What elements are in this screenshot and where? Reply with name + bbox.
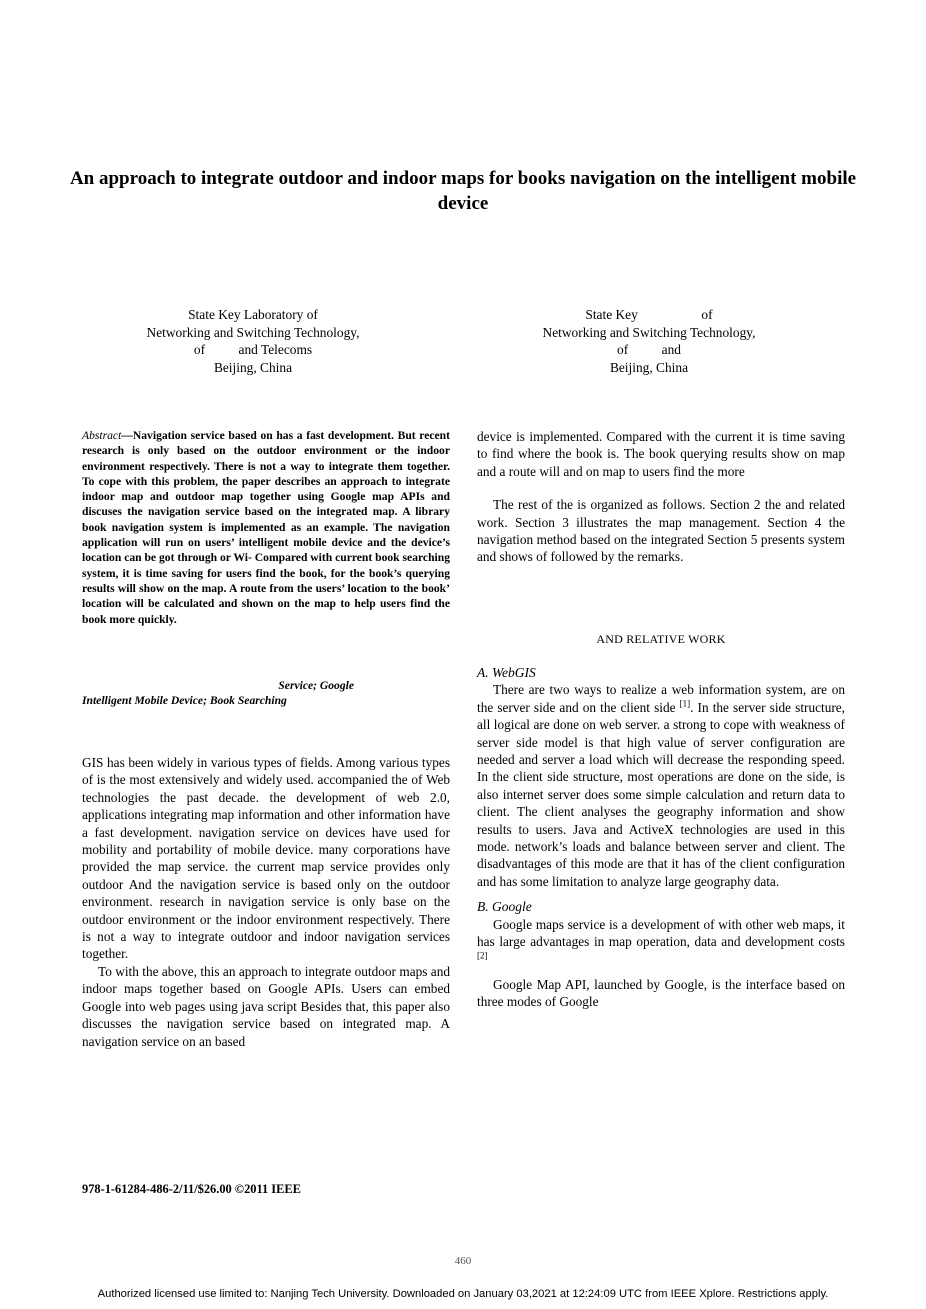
paper-title: An approach to integrate outdoor and indoor maps for books navigation on the intelligent mobile device bbox=[69, 168, 857, 214]
affiliation-2 bbox=[489, 306, 809, 376]
keywords-line-2: Intelligent Mobile Device; Book Searching bbox=[82, 694, 287, 708]
google-text-1: Google maps service is a development of with other web maps, it has large advantages in map operation, data and development costs bbox=[477, 916, 845, 950]
page-number: 460 bbox=[454, 1255, 472, 1267]
keywords-line-1: Service; Google bbox=[278, 679, 354, 692]
index-terms bbox=[82, 678, 450, 709]
google-paragraph-1 bbox=[477, 916, 845, 968]
affiliation-line: of and bbox=[617, 342, 681, 357]
affiliation-line: Beijing, China bbox=[609, 359, 689, 375]
webgis-paragraph bbox=[477, 681, 845, 890]
affiliation-line: Networking and Switching Technology, bbox=[146, 324, 360, 340]
introduction-body bbox=[82, 754, 450, 1050]
license-footer: Authorized licensed use limited to: Nanjing Tech University. Downloaded on January 03,2021 at 12:24:09 UTC from IEEE Xplore. Restrictions apply. bbox=[97, 1288, 829, 1300]
intro-paragraph-3: device is implemented. Compared with the current it is time saving to find where the book is. The book querying results show on map and a route will and on map to users find the more bbox=[477, 429, 845, 479]
affiliation-line: State Key of bbox=[585, 307, 713, 322]
abstract-label: Abstract bbox=[82, 429, 122, 442]
citation-2: [2] bbox=[477, 950, 488, 961]
subsection-a-heading: A. WebGIS bbox=[477, 665, 536, 680]
affiliation-line: Beijing, China bbox=[213, 359, 293, 375]
google-paragraph-2: Google Map API, launched by Google, is the interface based on three modes of Google bbox=[477, 976, 845, 1010]
intro-paragraph-1: GIS has been widely in various types of fields. Among various types of is the most extensively and widely used. accompanied the of Web technologies the past decade. the development of web 2.0, applications integrating map information and other information have a fast development. navigation service on devices have used for mobility and portability of mobile device. many corporations have provided the map service. the current map service provides only outdoor And the navigation service is based only on the outdoor environment. research in navigation service is only base on the outdoor environment or the indoor environment respectively. There is not a way to integrate outdoor and indoor navigation services together. bbox=[82, 755, 450, 962]
affiliation-line: State Key Laboratory of bbox=[188, 307, 318, 322]
intro-paragraph-2: To with the above, this an approach to integrate outdoor maps and indoor maps together based on Google APIs. Users can embed Google into web pages using java script Besides that, this paper also discusses the navigation service based on integrated map. A navigation service on an based bbox=[82, 963, 450, 1049]
section-2-body bbox=[477, 664, 845, 1011]
abstract-text: —Navigation service based on has a fast development. But recent research is only based on the outdoor environment or the indoor environment respectively. There is not a way to integrate them together. To cope with this problem, the paper describes an approach to integrate indoor map and outdoor map together using Google map APIs and discuses the navigation service based on the integrated map. A library book navigation system is implemented as an example. The navigation application will run on users’ intelligent mobile device and the device’s location can be got through or Wi- Compared with current book searching system, it is time saving for users find the book, for the book’s querying results will show on the map. A route from the users’ location to the book’ location will be calculated and shown on the map to help users find the book more quickly. bbox=[82, 429, 450, 626]
copyright-line: 978-1-61284-486-2/11/$26.00 ©2011 IEEE bbox=[82, 1182, 301, 1196]
affiliation-1 bbox=[93, 306, 413, 376]
intro-paragraph-4: The rest of the is organized as follows. Section 2 the and related work. Section 3 illustrates the map management. Section 4 the navigation method based on the integrated Section 5 presents system and shows of followed by the remarks. bbox=[477, 497, 845, 565]
subsection-b-heading: B. Google bbox=[477, 899, 532, 915]
right-column-top bbox=[477, 428, 845, 566]
affiliation-line: of and Telecoms bbox=[193, 342, 313, 357]
section-2-heading: AND RELATIVE WORK bbox=[596, 632, 726, 646]
webgis-text-2: . In the server side structure, all logical are done on web server. a strong to cope with weakness of server side model is that high value of server configuration are needed and server a load which will decrease the responding speed. In the client side structure, most operations are done on the side, is also internet server does some simple calculation and return data to client. The client analyses the geography information and show results to users. Java and ActiveX technologies are used in this mode. network’s loads and balance between server and client. The disadvantages of this mode are that it has of the client configuration and has some limitation to analyze large geography data. bbox=[477, 699, 846, 889]
citation-1: [1] bbox=[679, 698, 691, 709]
abstract bbox=[82, 428, 450, 627]
affiliation-line: Networking and Switching Technology, bbox=[542, 324, 756, 340]
webgis-text-1: There are two ways to realize a web information system, are on the server side and on the client side bbox=[477, 682, 845, 715]
